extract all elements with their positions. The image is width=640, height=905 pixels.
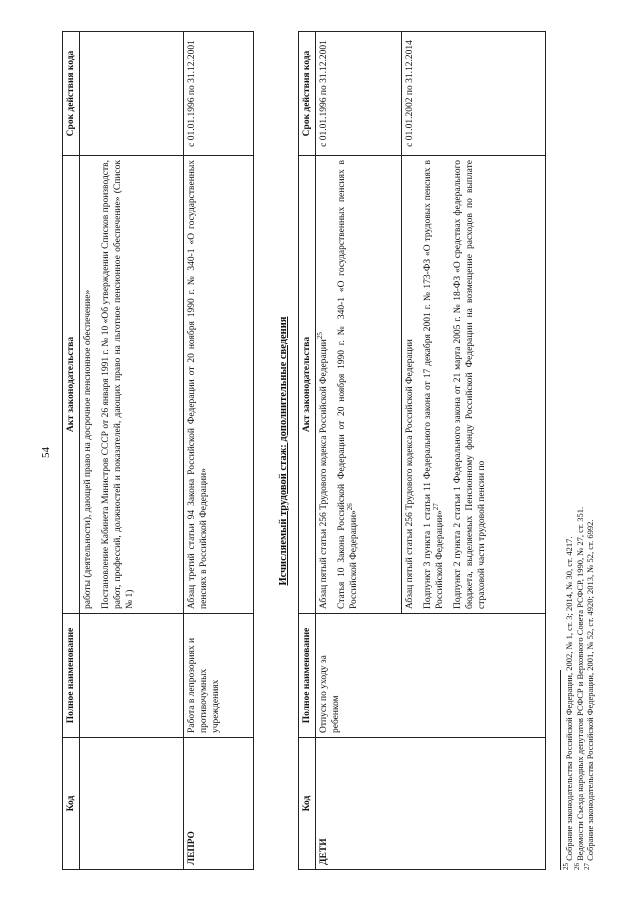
- header-name: Полное наименование: [63, 614, 80, 738]
- act-text: Подпункт 2 пункта 2 статьи 1 Федерального закона от 21 марта 2005 г. № 18-ФЗ «О средствах федерального бюджета, выделяемых Пенсионному фонду Российской Федерации на возмещение расходов по выплате страховой части трудовой пенсии по: [453, 160, 487, 609]
- table-row: [316, 32, 402, 870]
- footnote: [572, 506, 586, 870]
- section-title: Исчисляемый трудовой стаж: дополнительные сведения: [278, 316, 289, 586]
- footnote-ref: 26: [345, 503, 354, 511]
- act-text-line: Подпункт 3 пункта 1 статьи 11 Федерального закона от 17 декабря 2001 г. № 173-ФЗ «О трудовых пенсиях в Российской Федерации»: [423, 160, 445, 609]
- act-text: Постановление Кабинета Министров СССР от 26 января 1991 г. № 10 «Об утверждении Списков производств, работ, профессий, должностей и показателей, дающих право на льготное пенсионное обеспечение» (Список № 1): [101, 160, 135, 609]
- act-text-line: Статья 10 Закона Российской Федерации от 20 ноября 1990 г. № 340-1 «О государственных пенсиях в Российской Федерации»: [337, 160, 359, 609]
- header-period: Срок действия кода: [299, 32, 316, 156]
- cell-act: [402, 156, 546, 614]
- act-text-line: Абзац пятый статьи 256 Трудового кодекса Российской Федерации: [319, 339, 329, 609]
- footnote-number: 25: [562, 863, 571, 870]
- cell-code: ДЕТИ: [316, 738, 546, 870]
- header-name: Полное наименование: [299, 614, 316, 738]
- header-code: Код: [299, 738, 316, 870]
- footnote-text: Собрание законодательства Российской Федерации, 2002, № 1, ст. 3; 2014, № 30, ст. 4217.: [564, 536, 574, 861]
- header-act: Акт законодательства: [63, 156, 80, 614]
- cell-act: [316, 156, 402, 614]
- cell-code: ЛЕПРО: [184, 738, 254, 870]
- table-row: [184, 32, 254, 870]
- cell-period: с 01.01.1996 по 31.12.2001: [316, 32, 402, 156]
- footnote-ref: 25: [315, 332, 324, 340]
- footnote-text: Ведомости Съезда народных депутатов РСФСР и Верховного Совета РСФСР, 1990, № 27, ст. 351.: [574, 506, 585, 861]
- table-2: [298, 31, 546, 870]
- act-text: Абзац третий статьи 94 Закона Российской Федерации от 20 ноября 1990 г. № 340-1 «О государственных пенсиях в Российской Федерации»: [187, 160, 209, 609]
- cell-act: [184, 156, 254, 614]
- cell-name: [80, 614, 184, 738]
- cell-name: Отпуск по уходу за ребенком: [316, 614, 546, 738]
- footnote-number: 26: [572, 863, 581, 870]
- footnote-ref: 27: [431, 503, 440, 511]
- footnote: [585, 507, 596, 870]
- act-text: [315, 160, 330, 609]
- page-number: 54: [40, 447, 52, 458]
- cell-act: [80, 156, 184, 614]
- cell-period: с 01.01.1996 по 31.12.2001: [184, 32, 254, 156]
- table-1: [62, 31, 254, 870]
- cell-period: с 01.01.2002 по 31.12.2014: [402, 32, 546, 156]
- act-text: [422, 160, 446, 609]
- footnote-separator: [560, 670, 561, 870]
- footnotes: [564, 507, 596, 870]
- act-text: [336, 160, 360, 609]
- table-1-header: [63, 32, 80, 870]
- header-code: Код: [63, 738, 80, 870]
- header-act: Акт законодательства: [299, 156, 316, 614]
- act-text: Абзац пятый статьи 256 Трудового кодекса Российской Федерации: [405, 339, 415, 609]
- cell-period: [80, 32, 184, 156]
- cell-name: Работа в лепрозориях и противочумных учреждениях: [184, 614, 254, 738]
- footnote-number: 27: [583, 863, 592, 870]
- cell-code: [80, 738, 184, 870]
- footnote: [564, 507, 575, 870]
- header-period: Срок действия кода: [63, 32, 80, 156]
- table-2-header: [299, 32, 316, 870]
- footnote-text: Собрание законодательства Российской Федерации, 2001, № 52, ст. 4920; 2013, № 52, ст. 6992.: [585, 519, 595, 861]
- act-text: работы (деятельности), дающей право на досрочное пенсионное обеспечение»: [83, 289, 93, 609]
- table-row: [80, 32, 184, 870]
